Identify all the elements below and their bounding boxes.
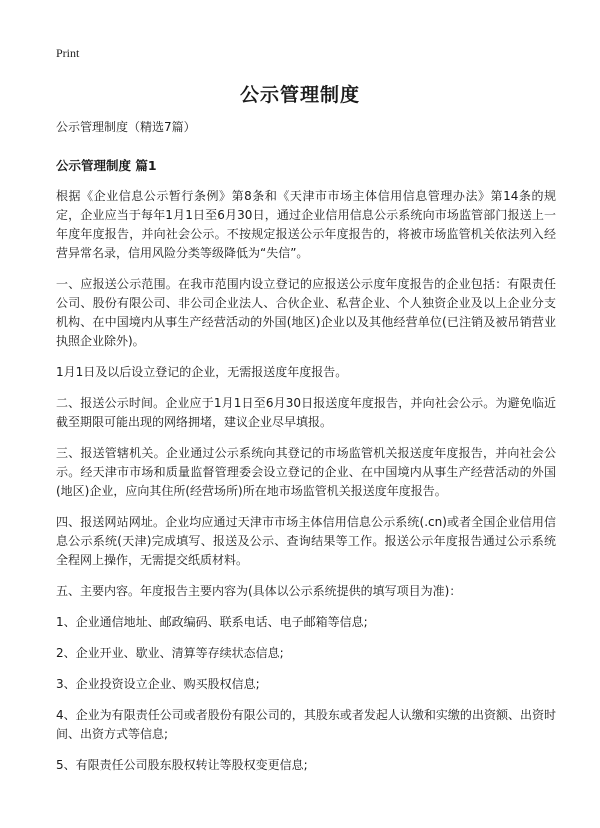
paragraph-new-enterprises: 1月1日及以后设立登记的企业，无需报送度年度报告。: [56, 365, 348, 379]
section-heading: 公示管理制度 篇1: [56, 158, 157, 173]
paragraph-website: 四、报送网站网址。企业均应通过天津市市场主体信用信息公示系统(.cn)或者全国企业信用信息公示系统(天津)完成填写、报送及公示、查询结果等工作。报送公示年度报告通过公示系统全程网上操作，无需提交纸质材料。: [56, 515, 556, 567]
list-item: 1、企业通信地址、邮政编码、联系电话、电子邮箱等信息;: [56, 615, 368, 629]
document-title: 公示管理制度: [239, 84, 360, 106]
print-link[interactable]: Print: [56, 46, 80, 60]
paragraph-scope: 一、应报送公示范围。在我市范围内设立登记的应报送公示度年度报告的企业包括：有限责任公司、股份有限公司、非公司企业法人、合伙企业、私营企业、个人独资企业及以上企业分支机构、在中国境内从事生产经营活动的外国(地区)企业以及其他经营单位(已注销及被吊销营业执照企业除外)。: [56, 277, 556, 348]
list-item: 3、企业投资设立企业、购买股权信息;: [56, 677, 260, 691]
document-subtitle: 公示管理制度（精选7篇）: [56, 120, 196, 134]
paragraph-content: 五、主要内容。年度报告主要内容为(具体以公示系统提供的填写项目为准)：: [56, 584, 462, 598]
paragraph-authority: 三、报送管辖机关。企业通过公示系统向其登记的市场监管机关报送度年度报告，并向社会公示。经天津市市场和质量监督管理委会设立登记的企业、在中国境内从事生产经营活动的外国(地区)企业，应向其住所(经营场所)所在地市场监管机关报送度年度报告。: [56, 446, 556, 498]
document-body: [56, 118, 556, 787]
list-item: 4、企业为有限责任公司或者股份有限公司的，其股东或者发起人认缴和实缴的出资额、出资时间、出资方式等信息;: [56, 708, 556, 741]
paragraph-intro: 根据《企业信息公示暂行条例》第8条和《天津市市场主体信用信息管理办法》第14条的规定，企业应当于每年1月1日至6月30日，通过企业信用信息公示系统向市场监管部门报送上一年度年度报告，并向社会公示。不按规定报送公示年度报告的，将被市场监管机关依法列入经营异常名录，信用风险分类等级降低为“失信”。: [56, 189, 556, 260]
paragraph-time: 二、报送公示时间。企业应于1月1日至6月30日报送度年度报告，并向社会公示。为避免临近截至期限可能出现的网络拥堵，建议企业尽早填报。: [56, 396, 556, 429]
list-item: 5、有限责任公司股东股权转让等股权变更信息;: [56, 758, 308, 772]
list-item: 2、企业开业、歇业、清算等存续状态信息;: [56, 646, 284, 660]
